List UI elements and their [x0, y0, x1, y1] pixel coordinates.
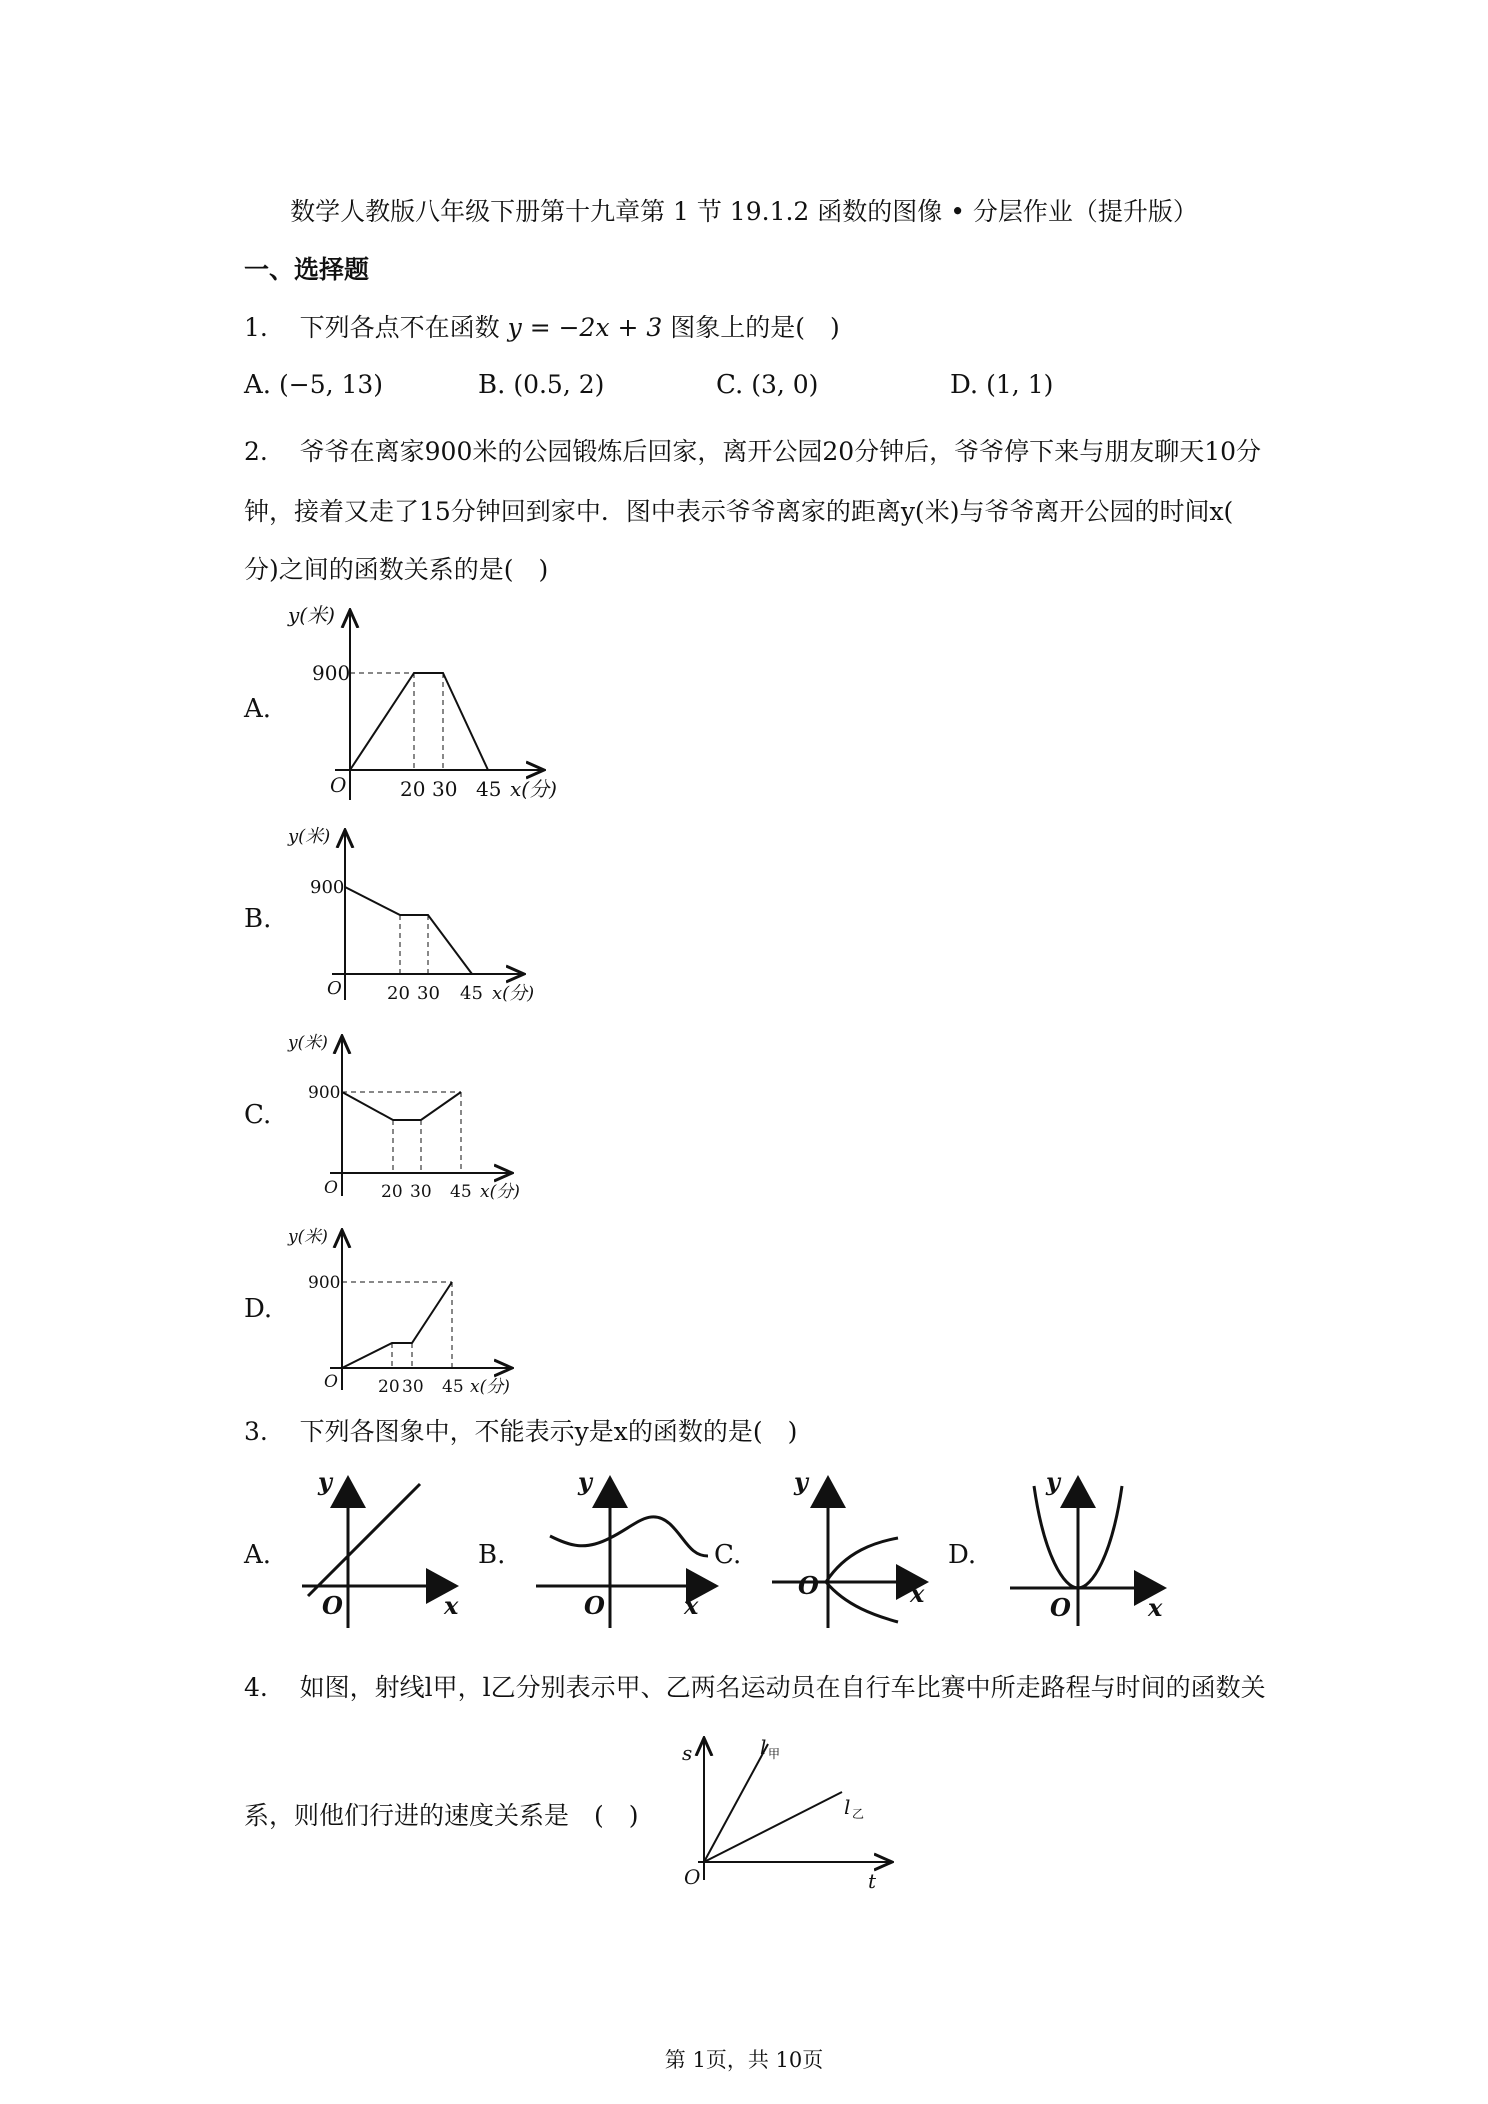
origin-label: O [798, 1571, 819, 1600]
function-line [345, 887, 472, 974]
graph-4 [668, 1730, 908, 1890]
function-line [308, 1484, 420, 1596]
y-tick-label: 900 [308, 1083, 341, 1103]
graph-3d [1004, 1466, 1174, 1636]
option-d [950, 370, 1053, 400]
origin-label: O [324, 1178, 338, 1198]
graph-d [280, 1222, 570, 1402]
option-c [716, 370, 818, 400]
origin-label: O [1050, 1593, 1071, 1622]
x-axis-label: x [444, 1591, 459, 1620]
ray-l-yi [704, 1792, 842, 1862]
y-tick-label: 900 [308, 1273, 341, 1293]
origin-label: O [322, 1591, 343, 1620]
graph-c [280, 1028, 570, 1208]
question-text: 下列各图象中，不能表示y是x的函数的是( ) [299, 1417, 798, 1446]
graph-option-c-letter: C. [714, 1540, 742, 1570]
y-axis-label: y(米) [288, 603, 335, 627]
y-axis-label: y [1046, 1467, 1060, 1496]
option-value: (0.5, 2) [513, 370, 605, 399]
question-number: 4. [244, 1673, 268, 1702]
x-tick-label: 45 [460, 983, 483, 1004]
option-letter: A. [244, 370, 272, 400]
page-title: 数学人教版八年级下册第十九章第 1 节 19.1.2 函数的图像 • 分层作业（提升版） [290, 197, 1198, 226]
page-footer: 第 1页，共 10页 [664, 2048, 824, 2072]
option-value: (−5, 13) [279, 370, 384, 399]
y-tick-label: 900 [310, 877, 345, 898]
question-1 [244, 308, 840, 344]
s-axis-label: s [682, 1741, 693, 1765]
x-tick-label: 45 [442, 1377, 464, 1397]
function-line [350, 673, 488, 770]
y-axis-label: y [794, 1467, 808, 1496]
question-4-line-1 [244, 1668, 1266, 1704]
y-axis-label: y(米) [288, 1033, 328, 1053]
graph-option-d-letter: D. [948, 1540, 977, 1570]
question-4-line-2: 系，则他们行进的速度关系是 ( ) [244, 1801, 639, 1830]
x-axis-label: x(分) [470, 1377, 510, 1397]
y-axis-label: y [318, 1467, 332, 1496]
x-tick-label: 30 [432, 777, 458, 801]
y-axis-label: y [578, 1467, 592, 1496]
origin-label: O [584, 1591, 605, 1620]
x-axis-label: x [1148, 1593, 1163, 1622]
section-heading: 一、选择题 [244, 255, 370, 284]
graph-b [280, 822, 580, 1012]
graph-option-b-letter: B. [244, 904, 272, 934]
y-axis-label: y(米) [288, 826, 331, 847]
origin-label: O [684, 1865, 701, 1889]
graph-3c [766, 1466, 936, 1636]
question-3 [244, 1412, 797, 1448]
ray-label-l: l [844, 1795, 851, 1819]
x-tick-label: 45 [450, 1182, 472, 1202]
x-tick-label: 20 [381, 1182, 403, 1202]
y-tick-label: 900 [312, 661, 351, 685]
graph-3b [530, 1466, 730, 1636]
question-text: 如图，射线l甲，l乙分别表示甲、乙两名运动员在自行车比赛中所走路程与时间的函数关 [299, 1673, 1266, 1702]
ray-label-sub-jia: 甲 [768, 1747, 781, 1761]
option-letter: C. [716, 370, 744, 400]
ray-label-l: l [760, 1735, 767, 1759]
function-line [342, 1282, 452, 1368]
question-text: 下列各点不在函数 [299, 313, 500, 342]
question-text: 图象上的是( ) [670, 313, 840, 342]
x-tick-label: 20 [387, 983, 410, 1004]
t-axis-label: t [868, 1869, 877, 1890]
y-axis-label: y(米) [288, 1227, 328, 1247]
origin-label: O [327, 978, 342, 999]
option-letter: D. [950, 370, 979, 400]
ray-l-jia [704, 1744, 768, 1862]
option-value: (3, 0) [751, 370, 819, 399]
option-letter: B. [478, 370, 506, 400]
function-curve [550, 1517, 708, 1556]
question-number: 1. [244, 313, 268, 342]
question-number: 3. [244, 1417, 268, 1446]
ray-label-sub-yi: 乙 [852, 1807, 865, 1821]
function-curve [826, 1538, 898, 1622]
x-axis-label: x(分) [480, 1182, 520, 1202]
option-value: (1, 1) [986, 370, 1054, 399]
origin-label: O [324, 1372, 338, 1392]
graph-a [280, 600, 600, 810]
origin-label: O [330, 773, 347, 797]
question-2-line-2: 钟，接着又走了15分钟回到家中．图中表示爷爷离家的距离y(米)与爷爷离开公园的时间x( [244, 497, 1234, 526]
x-tick-label: 45 [476, 777, 502, 801]
x-axis-label: x [684, 1591, 699, 1620]
question-text: 爷爷在离家900米的公园锻炼后回家，离开公园20分钟后，爷爷停下来与朋友聊天10分 [299, 437, 1261, 466]
graph-option-a-letter: A. [244, 694, 272, 724]
x-axis-label: x(分) [492, 983, 535, 1004]
x-tick-label: 30 [410, 1182, 432, 1202]
x-tick-label: 30 [417, 983, 440, 1004]
formula: y = −2x + 3 [507, 313, 663, 342]
graph-option-d-letter: D. [244, 1294, 273, 1324]
x-tick-label: 30 [402, 1377, 424, 1397]
graph-option-c-letter: C. [244, 1100, 272, 1130]
x-tick-label: 20 [378, 1377, 400, 1397]
function-line [342, 1092, 461, 1120]
graph-option-b-letter: B. [478, 1540, 506, 1570]
option-b [478, 370, 604, 400]
graph-option-a-letter: A. [244, 1540, 272, 1570]
x-tick-label: 20 [400, 777, 426, 801]
option-a [244, 370, 383, 400]
question-2-line-3: 分)之间的函数关系的是( ) [244, 555, 549, 584]
x-axis-label: x [910, 1579, 925, 1608]
question-number: 2. [244, 437, 268, 466]
question-2-line-1 [244, 432, 1261, 468]
x-axis-label: x(分) [510, 777, 557, 801]
graph-3a [296, 1466, 476, 1636]
